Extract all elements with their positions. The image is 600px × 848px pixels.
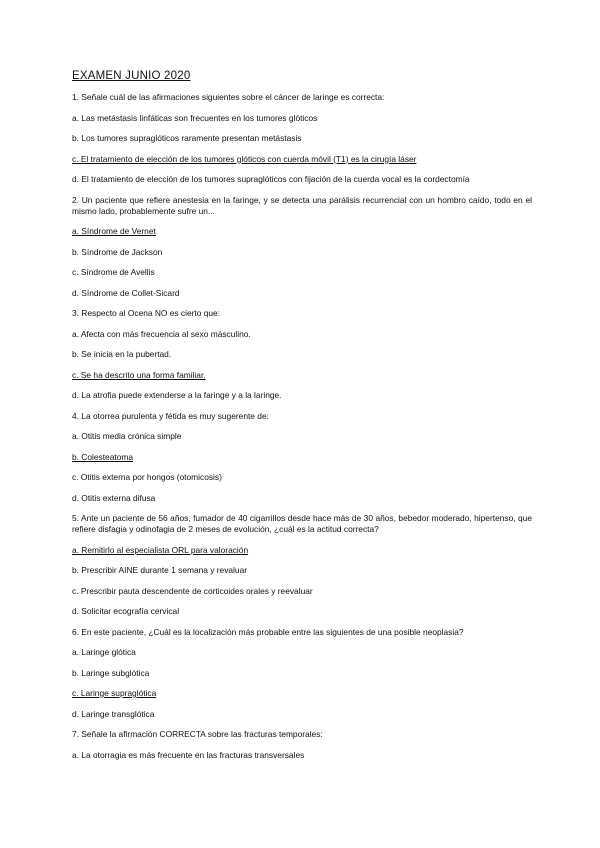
question-text: 1. Señale cuál de las afirmaciones siguientes sobre el cáncer de laringe es correcta: <box>72 92 385 102</box>
exam-page <box>72 70 532 770</box>
answer-option-marked: a. Síndrome de Vernet <box>72 226 156 236</box>
answer-option: b. Se inicia en la pubertad. <box>72 349 172 359</box>
answer-option: c. Otitis externa por hongos (otomicosis) <box>72 472 222 482</box>
answer-option-marked: c. El tratamiento de elección de los tumores glóticos con cuerda móvil (T1) es la cirugía láser <box>72 153 417 164</box>
question-text: 2. Un paciente que refiere anestesia en la faringe, y se detecta una parálisis recurrencial con un hombro caído, todo en el mismo lado, probablemente sufre un... <box>72 194 532 216</box>
question-text: 6. En este paciente, ¿Cuál es la localización más probable entre las siguientes de una posible neoplasia? <box>72 626 464 637</box>
answer-option: d. El tratamiento de elección de los tumores supraglóticos con fijación de la cuerda vocal es la cordectomía <box>72 174 470 184</box>
answer-option-marked: c. Se ha descrito una forma familiar. <box>72 369 206 380</box>
answer-option: d. Laringe transglótica <box>72 708 155 719</box>
answer-option-marked: a. Remitirlo al especialista ORL para valoración <box>72 544 249 555</box>
answer-option: c. Síndrome de Avellis <box>72 267 155 277</box>
answer-option: c. Prescribir pauta descendente de corticoides orales y reevaluar <box>72 585 313 596</box>
answer-option: b. Síndrome de Jackson <box>72 246 163 257</box>
answer-option: b. Los tumores supraglóticos raramente presentan metástasis <box>72 133 302 143</box>
answer-option: d. La atrofia puede extenderse a la faringe y a la laringe. <box>72 390 282 400</box>
answer-option: d. Otitis externa difusa <box>72 492 156 503</box>
answer-option: a. Las metástasis linfáticas son frecuentes en los tumores glóticos <box>72 112 318 123</box>
answer-option: a. La otorragia es más frecuente en las fracturas transversales <box>72 749 305 760</box>
answer-option: a. Laringe glótica <box>72 647 136 657</box>
exam-body <box>72 92 532 770</box>
exam-title: EXAMEN JUNIO 2020 <box>72 70 191 82</box>
answer-option: b. Laringe subglótica <box>72 667 150 678</box>
question-text: 7. Señale la afirmación CORRECTA sobre las fracturas temporales: <box>72 729 323 739</box>
question-text: 3. Respecto al Ocena NO es cierto que: <box>72 308 221 318</box>
answer-option: d. Solicitar ecografía cervical <box>72 606 180 616</box>
question-text: 5. Ante un paciente de 56 años, fumador de 40 cigarrillos desde hace más de 30 años, bebedor moderado, hipertenso, que refiere disfagia y odinofagia de 2 meses de evolución, ¿cuál es la actitud correcta? <box>72 513 532 534</box>
answer-option: b. Prescribir AINE durante 1 semana y revaluar <box>72 565 248 575</box>
answer-option-marked: c. Laringe supraglótica <box>72 688 157 698</box>
question-text: 4. La otorrea purulenta y fétida es muy sugerente de: <box>72 410 269 421</box>
answer-option: a. Otitis media crónica simple <box>72 431 182 441</box>
answer-option: d. Síndrome de Collet-Sicard <box>72 287 180 298</box>
answer-option-marked: b. Colesteatoma <box>72 451 133 462</box>
answer-option: a. Afecta con más frecuencia al sexo másculino. <box>72 328 251 339</box>
